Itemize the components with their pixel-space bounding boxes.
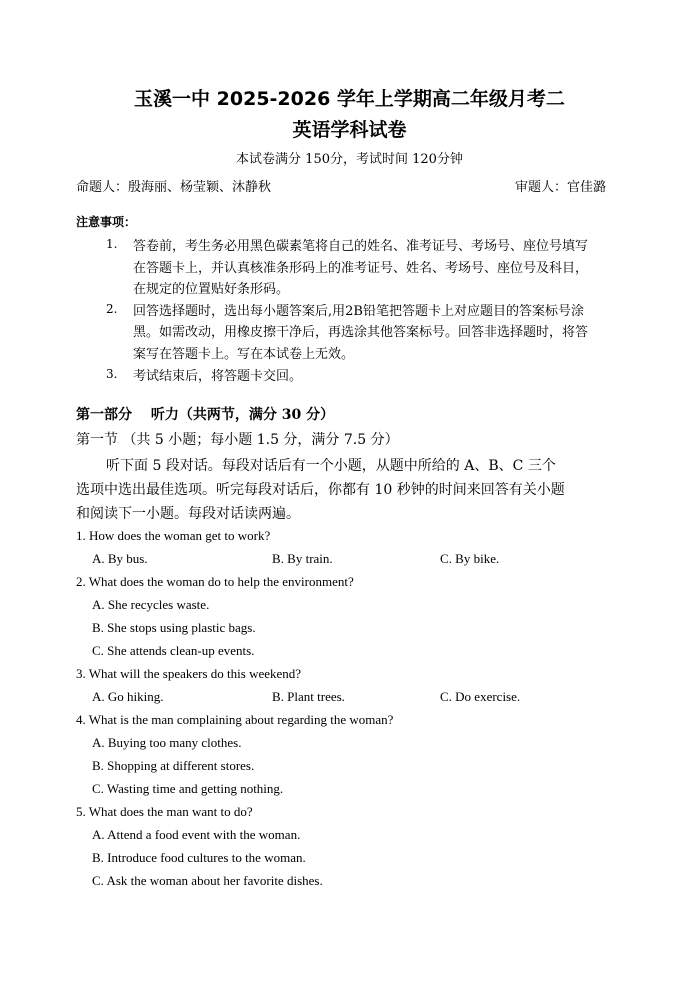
question-option: B. She stops using plastic bags. [92, 620, 256, 635]
notice-item-line: 答卷前，考生务必用黑色碳素笔将自己的姓名、准考证号、考场号、座位号填写 [133, 239, 589, 254]
question-option: C. Wasting time and getting nothing. [92, 781, 284, 796]
question-option: B. By train. [272, 551, 333, 566]
question-option: A. Go hiking. [92, 689, 164, 704]
question-stem: 4. What is the man complaining about regarding the woman? [76, 712, 394, 727]
exam-info: 本试卷满分 150分，考试时间 120分钟 [236, 152, 463, 167]
question-option: A. Attend a food event with the woman. [92, 827, 301, 842]
exam-subject-title: 英语学科试卷 [292, 119, 407, 141]
exam-title: 玉溪一中 2025-2026 学年上学期高二年级月考二 [134, 88, 565, 110]
notice-item-line: 在答题卡上，并认真核准条形码上的准考证号、姓名、考场号、座位号及科目， [133, 261, 589, 276]
notice-item-line: 回答选择题时，选出每小题答案后,用2B铅笔把答题卡上对应题目的答案标号涂 [133, 304, 584, 319]
instruction-line: 听下面 5 段对话。每段对话后有一个小题，从题中所给的 A、B、C 三个 [106, 458, 556, 474]
question-option: C. She attends clean-up events. [92, 643, 255, 658]
question-stem: 5. What does the man want to do? [76, 804, 253, 819]
question-stem: 1. How does the woman get to work? [76, 528, 271, 543]
question-option: A. Buying too many clothes. [92, 735, 242, 750]
notice-item-line: 黑。如需改动，用橡皮擦干净后，再选涂其他答案标号。回答非选择题时，将答 [133, 325, 589, 340]
question-option: B. Shopping at different stores. [92, 758, 255, 773]
notice-item-line: 考试结束后，将答题卡交回。 [133, 369, 303, 384]
question-stem: 2. What does the woman do to help the environment? [76, 574, 354, 589]
authors: 命题人：殷海丽、杨莹颖、沐静秋 [76, 180, 272, 195]
notice-item-number: 3. [106, 367, 118, 381]
notice-item-line: 在规定的位置贴好条形码。 [133, 282, 290, 297]
notice-item-number: 1. [106, 237, 118, 251]
part-heading: 第一部分 听力（共两节，满分 30 分） [76, 407, 335, 423]
question-option: C. By bike. [440, 551, 500, 566]
question-option: C. Do exercise. [440, 689, 521, 704]
question-option: C. Ask the woman about her favorite dishes. [92, 873, 323, 888]
notice-item-number: 2. [106, 302, 118, 316]
notice-heading: 注意事项： [76, 215, 137, 229]
question-option: B. Introduce food cultures to the woman. [92, 850, 306, 865]
question-stem: 3. What will the speakers do this weekend? [76, 666, 302, 681]
section-heading: 第一节 （共 5 小题；每小题 1.5 分，满分 7.5 分） [76, 432, 399, 448]
instruction-line: 和阅读下一小题。每段对话读两遍。 [76, 506, 300, 522]
question-option: A. She recycles waste. [92, 597, 210, 612]
question-option: B. Plant trees. [272, 689, 345, 704]
reviewer: 审题人：官佳潞 [515, 180, 607, 195]
question-option: A. By bus. [92, 551, 148, 566]
instruction-line: 选项中选出最佳选项。听完每段对话后，你都有 10 秒钟的时间来回答有关小题 [76, 482, 565, 498]
notice-item-line: 案写在答题卡上。写在本试卷上无效。 [133, 347, 355, 362]
